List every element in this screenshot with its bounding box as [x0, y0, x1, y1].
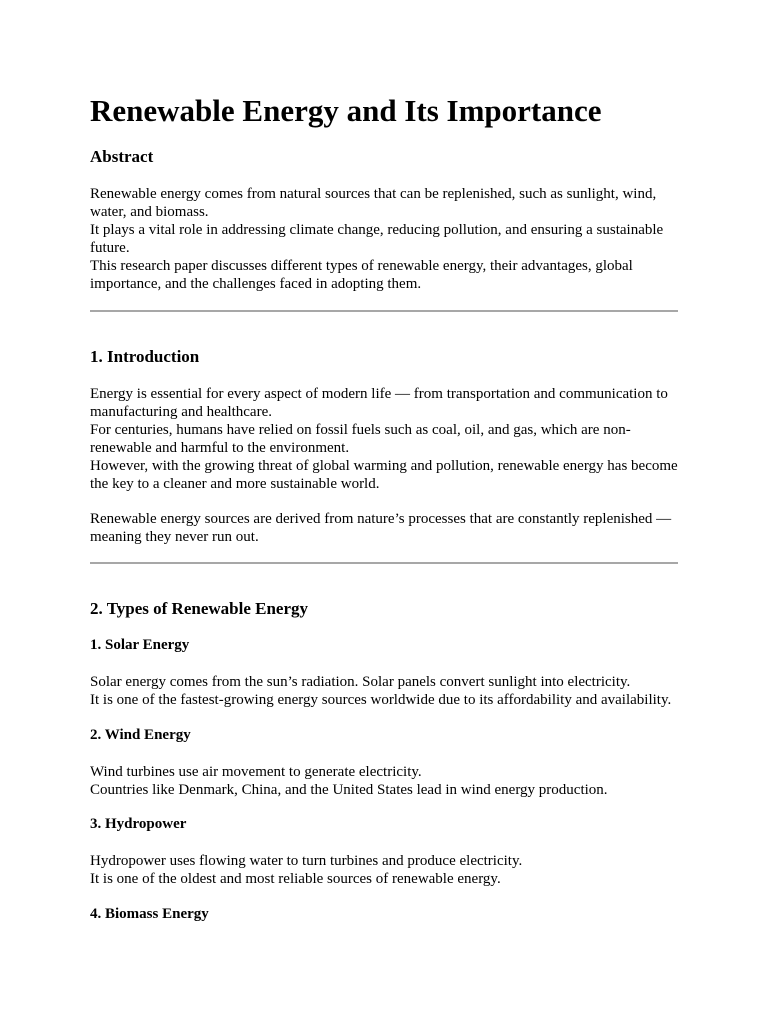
solar-energy-line: It is one of the fastest-growing energy sources worldwide due to its affordability and availability.	[90, 692, 672, 708]
section-divider	[90, 562, 678, 564]
introduction-paragraph	[90, 385, 678, 493]
hydropower-heading: 3. Hydropower	[90, 816, 187, 832]
introduction-heading: 1. Introduction	[90, 347, 200, 366]
abstract-line: Renewable energy comes from natural sources that can be replenished, such as sunlight, wind, water, and biomass.	[90, 186, 657, 220]
abstract-line: This research paper discusses different types of renewable energy, their advantages, global importance, and the challenges faced in adopting them.	[90, 258, 633, 292]
abstract-paragraph	[90, 185, 678, 293]
abstract-line: It plays a vital role in addressing climate change, reducing pollution, and ensuring a sustainable future.	[90, 222, 664, 256]
section-divider	[90, 310, 678, 312]
biomass-energy-heading: 4. Biomass Energy	[90, 906, 209, 922]
hydropower-line: Hydropower uses flowing water to turn turbines and produce electricity.	[90, 853, 523, 869]
wind-energy-line: Countries like Denmark, China, and the United States lead in wind energy production.	[90, 782, 608, 798]
solar-energy-line: Solar energy comes from the sun’s radiation. Solar panels convert sunlight into electricity.	[90, 674, 631, 690]
hydropower-line: It is one of the oldest and most reliable sources of renewable energy.	[90, 871, 501, 887]
introduction-line: However, with the growing threat of global warming and pollution, renewable energy has become the key to a cleaner and more sustainable world.	[90, 458, 678, 492]
introduction-line: For centuries, humans have relied on fossil fuels such as coal, oil, and gas, which are non-renewable and harmful to the environment.	[90, 422, 631, 456]
hydropower-paragraph	[90, 852, 678, 888]
abstract-heading: Abstract	[90, 147, 154, 166]
introduction-paragraph-2: Renewable energy sources are derived from nature’s processes that are constantly replenished — meaning they never run out.	[90, 511, 672, 545]
wind-energy-paragraph	[90, 763, 678, 799]
document-title: Renewable Energy and Its Importance	[90, 93, 602, 128]
wind-energy-line: Wind turbines use air movement to generate electricity.	[90, 764, 422, 780]
types-heading: 2. Types of Renewable Energy	[90, 599, 309, 618]
introduction-line: Energy is essential for every aspect of modern life — from transportation and communication to manufacturing and healthcare.	[90, 386, 668, 420]
wind-energy-heading: 2. Wind Energy	[90, 727, 191, 743]
solar-energy-paragraph	[90, 673, 678, 709]
solar-energy-heading: 1. Solar Energy	[90, 637, 190, 653]
